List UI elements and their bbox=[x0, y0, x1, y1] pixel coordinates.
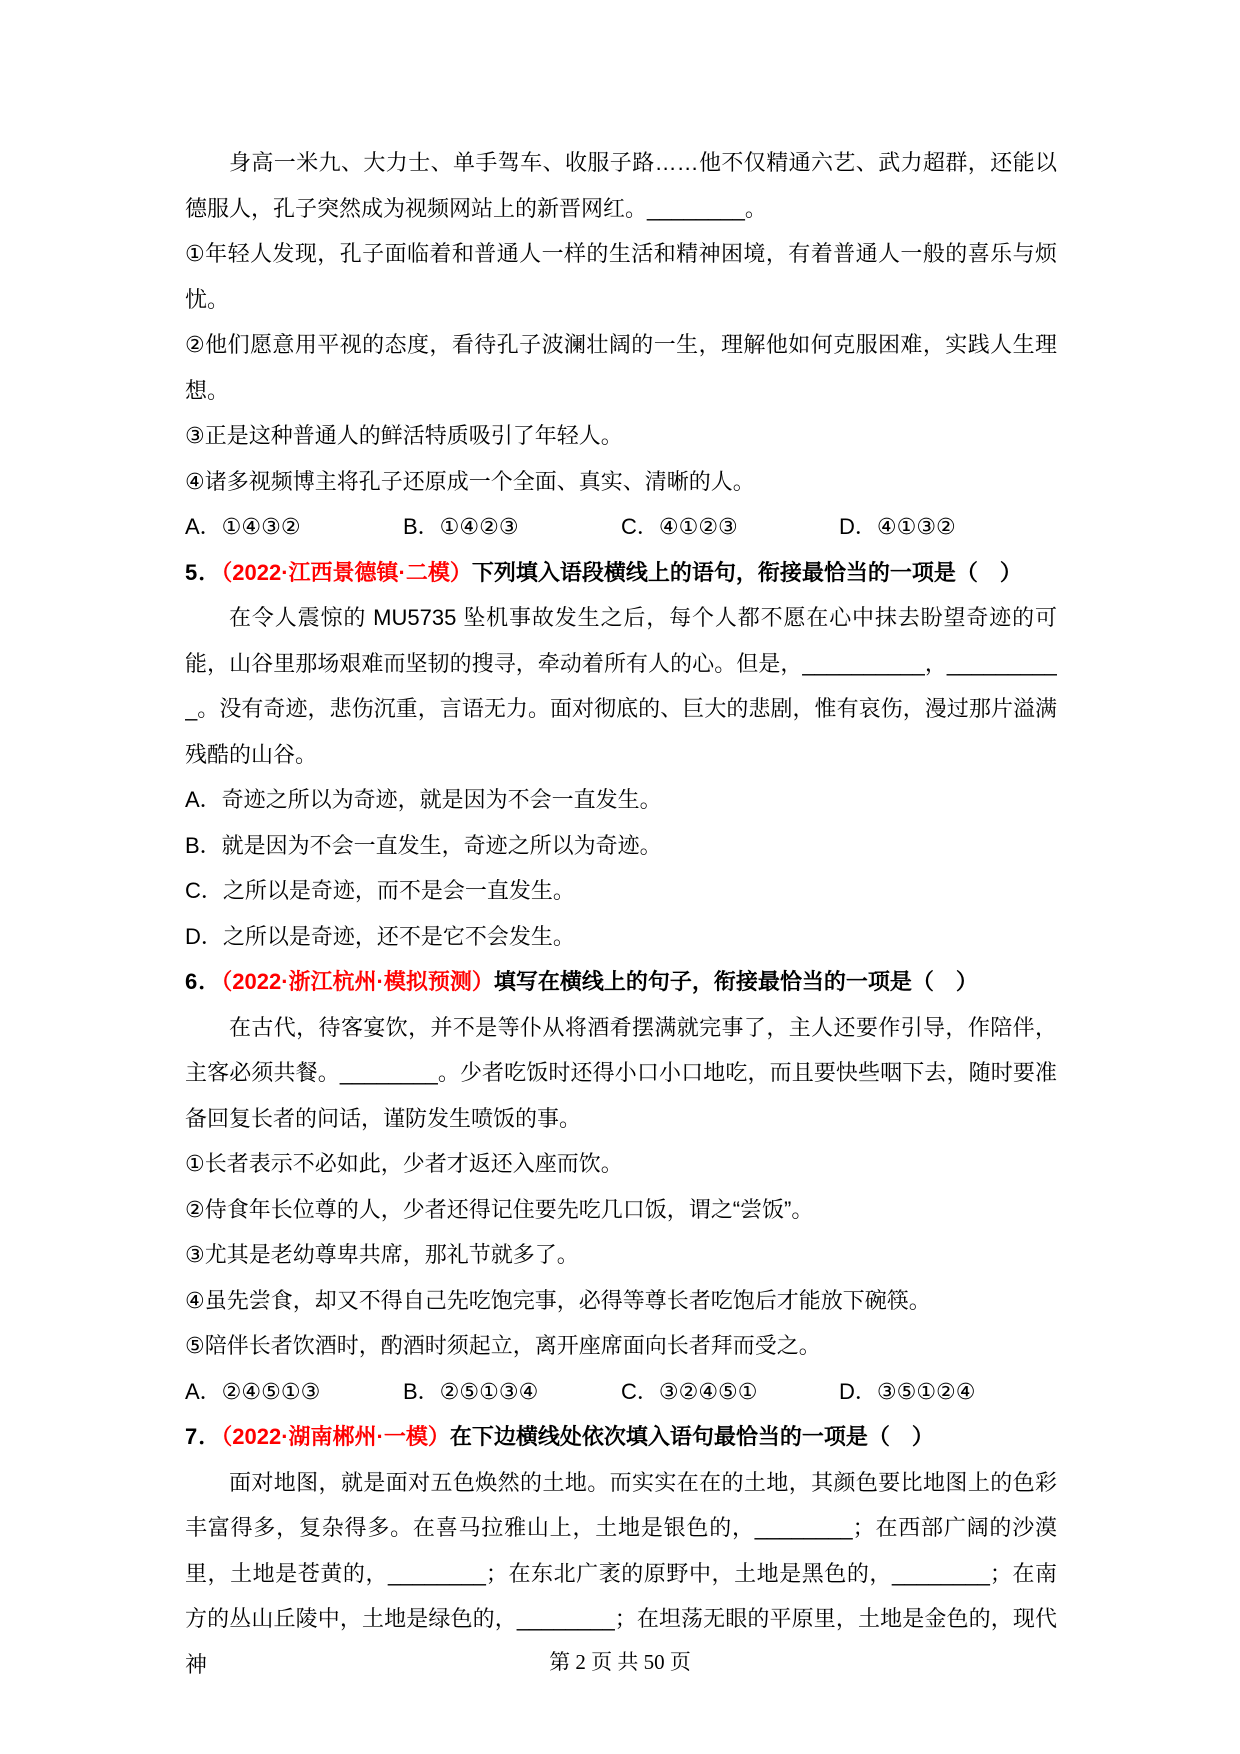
q5-option-b: B．就是因为不会一直发生，奇迹之所以为奇迹。 bbox=[185, 832, 662, 858]
q6-option-b: B．②⑤①③④ bbox=[403, 1378, 539, 1404]
q4-intro-paragraph: 身高一米九、大力士、单手驾车、收服子路……他不仅精通六艺、武力超群，还能以德服人，孔子突然成为视频网站上的新晋网红。________。 bbox=[185, 150, 1057, 221]
q6-source: （2022·浙江杭州·模拟预测） bbox=[221, 969, 494, 994]
q7-passage: 面对地图，就是面对五色焕然的土地。而实实在在的土地，其颜色要比地图上的色彩丰富得多，复杂得多。在喜马拉雅山上，土地是银色的，________；在西部广阔的沙漠里，土地是苍黄的，________；在东北广袤的原野中，土地是黑色的，________；在南方的丛山丘陵中，土地是绿色的，________；在坦荡无眼的平原里，土地是金色的，现代神 bbox=[185, 1469, 1057, 1677]
q7-source: （2022·湖南郴州·一模） bbox=[221, 1424, 450, 1449]
q5-passage: 在令人震惊的 MU5735 坠机事故发生之后，每个人都不愿在心中抹去盼望奇迹的可能，山谷里那场艰难而坚韧的搜寻，牵动着所有人的心。但是，__________，__________。没有奇迹，悲伤沉重，言语无力。面对彻底的、巨大的悲剧，惟有哀伤，漫过那片溢满残酷的山谷。 bbox=[185, 605, 1057, 767]
q5-option-c: C．之所以是奇迹，而不是会一直发生。 bbox=[185, 878, 575, 903]
q5-header bbox=[185, 550, 1057, 596]
q6-options-row bbox=[185, 1369, 1057, 1415]
q7-stem: 在下边横线处依次填入语句最恰当的一项是（ ） bbox=[449, 1424, 934, 1449]
q5-stem: 下列填入语段横线上的语句，衔接最恰当的一项是（ ） bbox=[471, 559, 1022, 585]
q6-header bbox=[185, 959, 1057, 1005]
q4-option-a: A．①④③② bbox=[185, 514, 301, 539]
q4-item-2: ②他们愿意用平视的态度，看待孔子波澜壮阔的一生，理解他如何克服困难，实践人生理想。 bbox=[185, 332, 1057, 403]
q7-header bbox=[185, 1414, 1057, 1460]
page-number: 第 2 页 共 50 页 bbox=[549, 1650, 691, 1674]
q6-item-4: ④虽先尝食，却又不得自己先吃饱完事，必得等尊长者吃饱后才能放下碗筷。 bbox=[185, 1287, 931, 1313]
q6-option-a: A．②④⑤①③ bbox=[185, 1378, 321, 1404]
q4-option-b: B．①④②③ bbox=[403, 514, 519, 539]
q6-item-3: ③尤其是老幼尊卑共席，那礼节就多了。 bbox=[185, 1242, 579, 1267]
q6-item-5: ⑤陪伴长者饮酒时，酌酒时须起立，离开座席面向长者拜而受之。 bbox=[185, 1333, 821, 1358]
q6-option-c: C．③②④⑤① bbox=[621, 1378, 758, 1404]
q4-item-3: ③正是这种普通人的鲜活特质吸引了年轻人。 bbox=[185, 423, 623, 448]
q6-number: 6． bbox=[185, 969, 222, 994]
q5-option-a: A．奇迹之所以为奇迹，就是因为不会一直发生。 bbox=[185, 787, 662, 812]
document-content bbox=[185, 140, 1057, 1687]
q4-option-c: C．④①②③ bbox=[621, 514, 738, 539]
q4-option-d: D．④①③② bbox=[839, 514, 956, 539]
q6-option-d: D．③⑤①②④ bbox=[839, 1378, 976, 1404]
q5-option-d: D．之所以是奇迹，还不是它不会发生。 bbox=[185, 923, 575, 949]
q4-item-1: ①年轻人发现，孔子面临着和普通人一样的生活和精神困境，有着普通人一般的喜乐与烦忧。 bbox=[185, 241, 1057, 312]
q6-item-2: ②侍食年长位尊的人，少者还得记住要先吃几口饭，谓之“尝饭”。 bbox=[185, 1196, 814, 1222]
q6-passage: 在古代，待客宴饮，并不是等仆从将酒肴摆满就完事了，主人还要作引导，作陪伴，主客必须共餐。________。少者吃饭时还得小口小口地吃，而且要快些咽下去，随时要准备回复长者的问话，谨防发生喷饭的事。 bbox=[185, 1014, 1057, 1131]
q5-number: 5． bbox=[185, 559, 222, 585]
q7-number: 7． bbox=[185, 1424, 222, 1449]
q6-stem: 填写在横线上的句子，衔接最恰当的一项是（ ） bbox=[493, 969, 978, 994]
q6-item-1: ①长者表示不必如此，少者才返还入座而饮。 bbox=[185, 1151, 623, 1176]
q4-item-4: ④诸多视频博主将孔子还原成一个全面、真实、清晰的人。 bbox=[185, 468, 755, 494]
q4-options-row bbox=[185, 504, 1057, 550]
q5-source: （2022·江西景德镇·二模） bbox=[221, 559, 472, 585]
